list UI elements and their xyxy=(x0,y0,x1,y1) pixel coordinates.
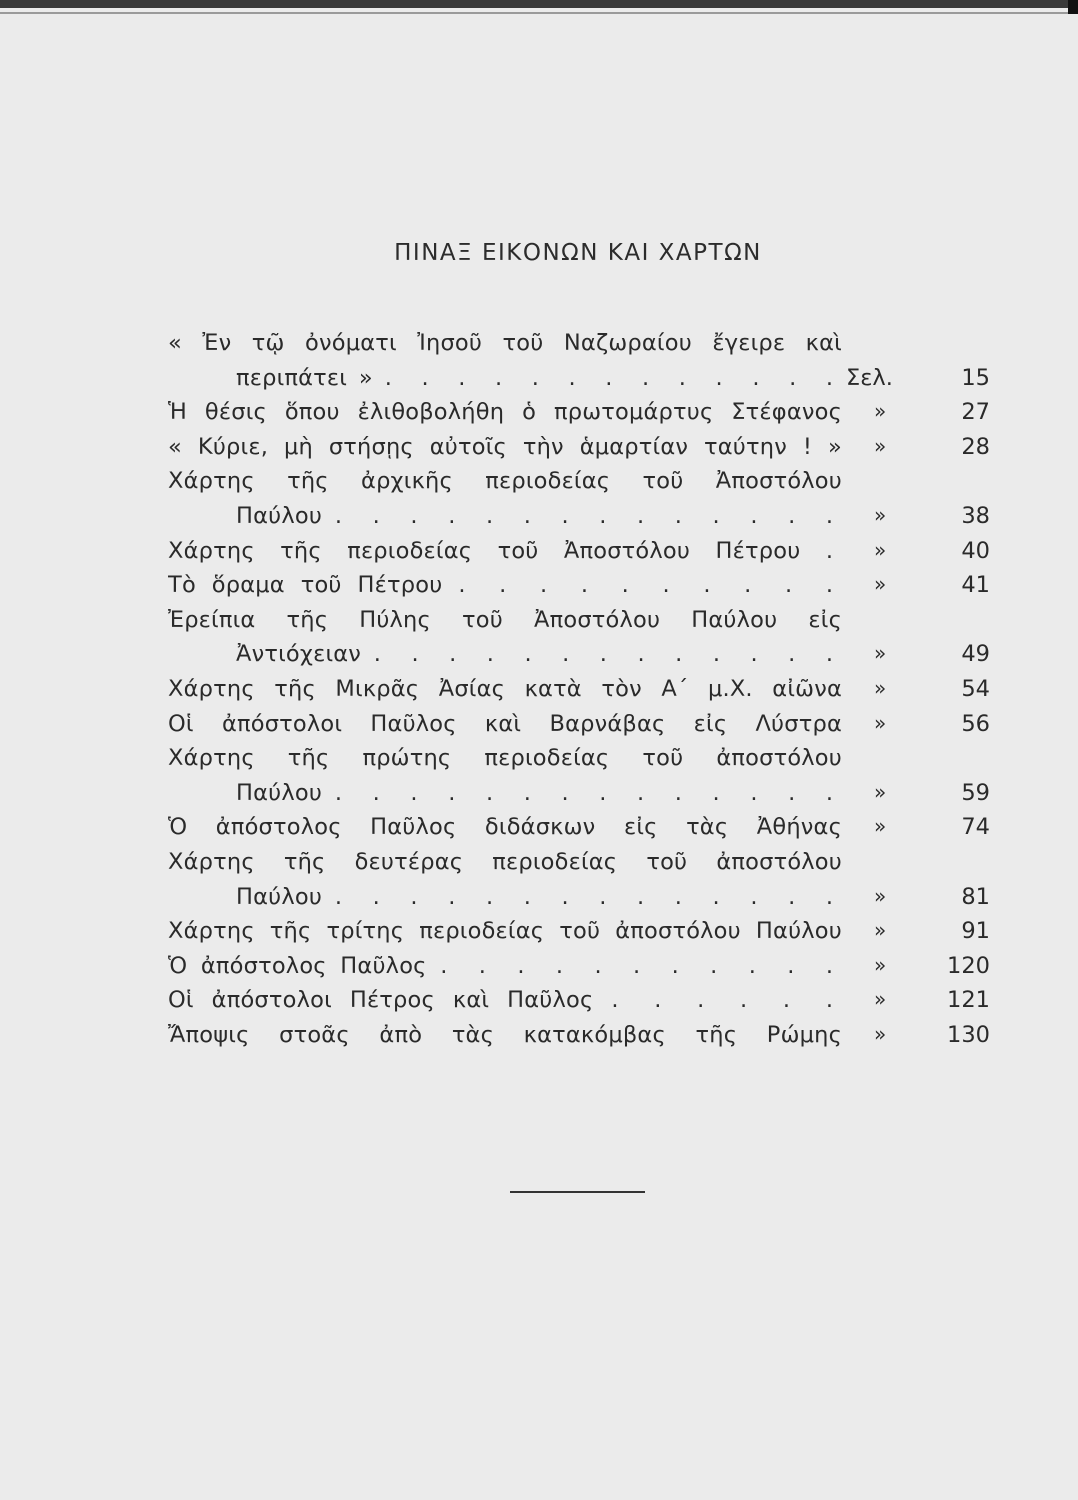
ditto-mark: » xyxy=(874,503,887,527)
toc-row xyxy=(0,780,1078,814)
entry-title: Ἀντιόχειαν xyxy=(236,641,362,668)
ditto-mark: » xyxy=(874,952,887,977)
ditto-mark: » xyxy=(874,883,887,908)
dot-leader: . . . . . . . . . . . . . xyxy=(384,364,842,391)
page-number: 54 xyxy=(961,676,990,702)
toc-entry-text xyxy=(168,434,842,460)
ditto-mark: » xyxy=(874,537,887,562)
entry-title: Χάρτης τῆς πρώτης περιοδείας τοῦ ἀποστόλου xyxy=(168,745,842,772)
page-number: 56 xyxy=(961,710,990,737)
page-number: 28 xyxy=(961,433,990,460)
entry-title: Χάρτης τῆς δευτέρας περιοδείας τοῦ ἀποστόλου xyxy=(168,849,842,875)
entry-title: Χάρτης τῆς ἀρχικῆς περιοδείας τοῦ Ἀποστόλου xyxy=(168,468,842,495)
toc-row xyxy=(0,918,1078,952)
toc-entry-text xyxy=(168,953,842,979)
page-number: 15 xyxy=(961,364,990,391)
toc-row xyxy=(0,953,1078,987)
toc-row xyxy=(0,987,1078,1021)
dot-leader: . . . . . . . . . . . . . . xyxy=(334,503,842,529)
page-number: 81 xyxy=(961,883,990,910)
toc-row xyxy=(0,711,1078,745)
toc-entry-text xyxy=(168,538,842,564)
ditto-mark: » xyxy=(874,814,887,839)
toc-entry-text xyxy=(168,572,842,598)
toc-row xyxy=(0,814,1078,848)
dot-leader: . xyxy=(825,537,842,564)
entry-title: Οἱ ἀπόστολοι Παῦλος καὶ Βαρνάβας εἰς Λύστρα xyxy=(168,710,842,737)
toc-row xyxy=(0,572,1078,606)
toc-entry-text xyxy=(168,607,842,633)
toc-row xyxy=(0,434,1078,468)
entry-title: Ἡ θέσις ὅπου ἐλιθοβολήθη ὁ πρωτομάρτυς Στέφανος xyxy=(168,399,842,426)
entry-title: Ὁ ἀπόστολος Παῦλος xyxy=(168,952,427,979)
entry-title: « Κύριε, μὴ στήσῃς αὐτοῖς τὴν ἁμαρτίαν ταύτην ! » xyxy=(168,433,842,460)
toc-entry-text xyxy=(236,641,842,667)
page-number: 41 xyxy=(961,572,990,599)
toc-row xyxy=(0,538,1078,572)
toc-row xyxy=(0,849,1078,883)
scan-top-line xyxy=(0,12,1078,14)
toc-row xyxy=(0,365,1078,399)
toc-entry-text xyxy=(236,503,842,529)
toc-entry-text xyxy=(168,711,842,737)
ditto-mark: » xyxy=(874,641,887,666)
toc-entry-text xyxy=(168,468,842,494)
dot-leader: . . . . . . . . . . . . . . xyxy=(334,883,842,910)
page-number: 130 xyxy=(947,1022,990,1048)
toc-entry-text xyxy=(168,918,842,944)
toc-row xyxy=(0,468,1078,502)
entry-title: Οἱ ἀπόστολοι Πέτρος καὶ Παῦλος xyxy=(168,987,594,1014)
toc-entry-text xyxy=(168,330,842,356)
toc-row xyxy=(0,745,1078,779)
toc-entry-text xyxy=(168,399,842,425)
ditto-mark: » xyxy=(874,1022,887,1046)
page-abbrev: Σελ. xyxy=(846,364,893,391)
toc-row xyxy=(0,641,1078,675)
page-number: 91 xyxy=(961,918,990,945)
toc-entry-text xyxy=(168,1022,842,1048)
entry-title: « Ἐν τῷ ὀνόματι Ἰησοῦ τοῦ Ναζωραίου ἔγειρε καὶ xyxy=(168,330,842,356)
toc-entry-text xyxy=(236,780,842,806)
ditto-mark: » xyxy=(874,710,887,735)
entry-title: Τὸ ὅραμα τοῦ Πέτρου xyxy=(168,572,443,599)
dot-leader: . . . . . . . . . . . xyxy=(440,952,842,979)
page-number: 38 xyxy=(961,503,990,529)
entry-title: Ἄποψις στοᾶς ἀπὸ τὰς κατακόμβας τῆς Ρώμης xyxy=(168,1022,842,1048)
toc-row xyxy=(0,884,1078,918)
ditto-mark: » xyxy=(874,676,887,700)
entry-title: περιπάτει » xyxy=(236,364,373,391)
entry-title: Χάρτης τῆς περιοδείας τοῦ Ἀποστόλου Πέτρου xyxy=(168,537,801,564)
page-number: 40 xyxy=(961,537,990,564)
scan-top-edge xyxy=(0,0,1078,8)
page-number: 121 xyxy=(947,987,990,1014)
toc-row xyxy=(0,1022,1078,1056)
toc-row xyxy=(0,503,1078,537)
page-number: 59 xyxy=(961,779,990,806)
entry-title: Παύλου xyxy=(236,503,323,529)
dot-leader: . . . . . . xyxy=(611,987,842,1014)
ditto-mark: » xyxy=(874,918,887,943)
ditto-mark: » xyxy=(874,779,887,804)
toc-entry-text xyxy=(236,365,842,391)
entry-title: Χάρτης τῆς Μικρᾶς Ἀσίας κατὰ τὸν Α΄ μ.Χ. αἰῶνα xyxy=(168,676,842,702)
closing-rule xyxy=(510,1191,645,1193)
page-number: 49 xyxy=(961,641,990,668)
dot-leader: . . . . . . . . . . . . . . xyxy=(334,779,842,806)
ditto-mark: » xyxy=(874,433,887,458)
entry-title: Παύλου xyxy=(236,779,323,806)
toc-entry-text xyxy=(168,849,842,875)
page-title: ΠΙΝΑΞ ΕΙΚΟΝΩΝ ΚΑΙ ΧΑΡΤΩΝ xyxy=(394,240,762,266)
entry-title: Ὁ ἀπόστολος Παῦλος διδάσκων εἰς τὰς Ἀθήνας xyxy=(168,814,842,841)
page-number: 27 xyxy=(961,399,990,426)
toc-entry-text xyxy=(236,884,842,910)
scan-corner xyxy=(1068,0,1078,14)
toc-row xyxy=(0,330,1078,364)
toc-entry-text xyxy=(168,987,842,1013)
ditto-mark: » xyxy=(874,572,887,597)
dot-leader: . . . . . . . . . . xyxy=(458,572,842,599)
page-number: 120 xyxy=(947,952,990,979)
page-number: 74 xyxy=(961,814,990,841)
ditto-mark: » xyxy=(874,987,887,1012)
dot-leader: . . . . . . . . . . . . . xyxy=(373,641,842,668)
toc-entry-text xyxy=(168,814,842,840)
entry-title: Χάρτης τῆς τρίτης περιοδείας τοῦ ἀποστόλου Παύλου xyxy=(168,918,842,945)
entry-title: Παύλου xyxy=(236,883,323,910)
toc-row xyxy=(0,676,1078,710)
toc-row xyxy=(0,399,1078,433)
toc-entry-text xyxy=(168,676,842,702)
toc-entry-text xyxy=(168,745,842,771)
entry-title: Ἐρείπια τῆς Πύλης τοῦ Ἀποστόλου Παύλου εἰς xyxy=(168,606,842,633)
ditto-mark: » xyxy=(874,399,887,424)
toc-row xyxy=(0,607,1078,641)
